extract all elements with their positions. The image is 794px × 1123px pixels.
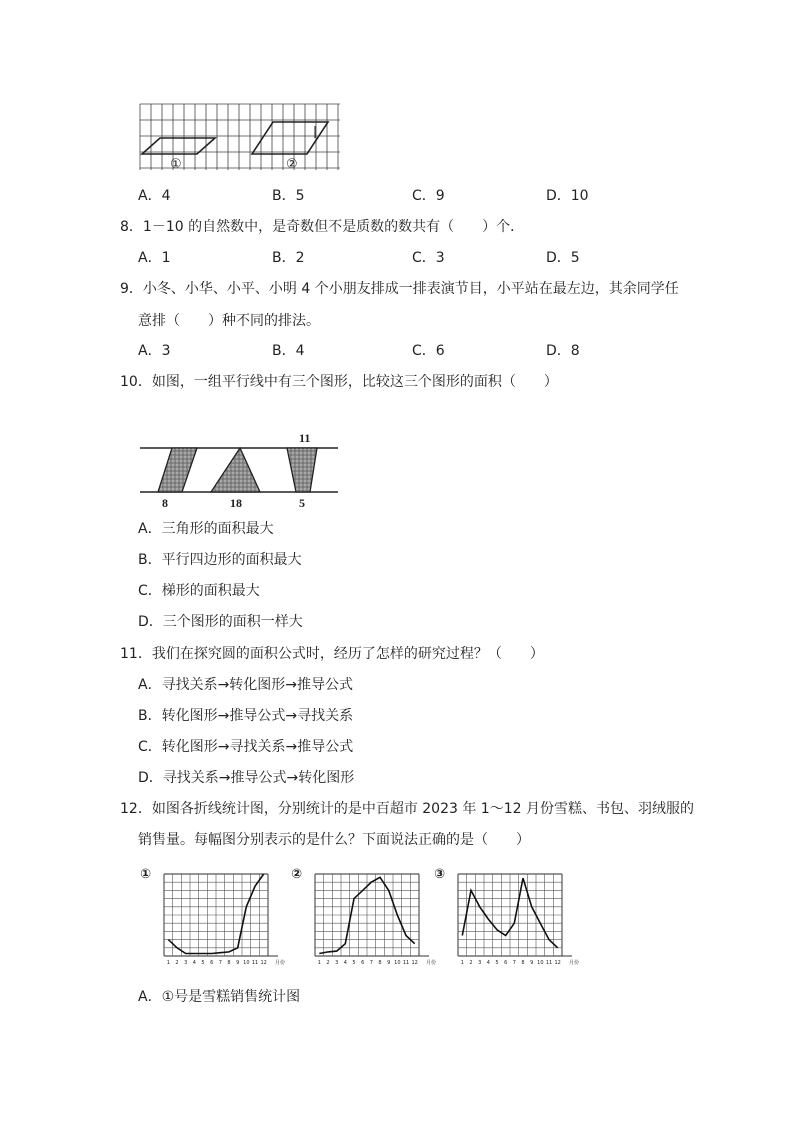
q7-figure-label-2: ② [286,157,298,172]
x-tick-label: 9 [530,960,534,966]
x-tick-label: 6 [210,960,214,966]
x-unit-label: 月份 [425,960,437,966]
shaded-parallelogram [158,448,197,492]
q9-option-b[interactable]: B．4 [272,343,305,359]
q12-stem-line2: 销售量。每幅图分别表示的是什么？下面说法正确的是（ ） [138,832,530,848]
x-unit-label: 月份 [568,960,580,966]
q8-stem: 8．1－10 的自然数中，是奇数但不是质数的数共有（ ）个． [120,219,525,235]
x-tick-label: 8 [227,960,231,966]
q9-stem-line1: 9．小冬、小华、小平、小明 4 个小朋友排成一排表演节目，小平站在最左边，其余同学任 [120,281,679,297]
x-tick-label: 1 [317,960,321,966]
q11-option-d[interactable]: D．寻找关系→推导公式→转化图形 [138,770,355,786]
q9-stem-line2: 意排（ ）种不同的排法。 [138,313,320,329]
q10-option-b[interactable]: B．平行四边形的面积最大 [138,552,302,568]
chart-1-label: ① [140,867,152,882]
q8-option-d[interactable]: D．5 [546,250,580,266]
q11-option-b[interactable]: B．转化图形→推导公式→寻找关系 [138,708,354,724]
shaded-triangle [211,448,260,492]
x-tick-label: 7 [218,960,222,966]
q12-stem-line1: 12．如图各折线统计图，分别统计的是中百超市 2023 年 1～12 月份雪糕、书包、羽绒服的 [120,801,694,817]
q7-option-c[interactable]: C．9 [412,188,445,204]
x-unit-label: 月份 [274,960,286,966]
x-tick-label: 1 [166,960,170,966]
x-tick-label: 10 [537,960,544,966]
q10-label-trapezoid-bottom: 5 [299,496,305,510]
x-tick-label: 3 [184,960,188,966]
q7-figure-label-1: ① [170,157,182,172]
x-tick-label: 11 [402,960,410,966]
x-tick-label: 7 [369,960,373,966]
line-chart-1 [160,872,290,972]
x-tick-label: 7 [512,960,516,966]
q7-option-b[interactable]: B．5 [272,188,305,204]
q12-option-a[interactable]: A．①号是雪糕销售统计图 [138,989,301,1005]
q11-option-a[interactable]: A．寻找关系→转化图形→推导公式 [138,677,354,693]
x-tick-label: 1 [460,960,464,966]
q11-stem: 11．我们在探究圆的面积公式时，经历了怎样的研究过程？（ ） [120,646,544,662]
q7-option-d[interactable]: D．10 [546,188,589,204]
x-tick-label: 12 [411,960,418,966]
x-tick-label: 12 [554,960,561,966]
x-tick-label: 5 [352,960,356,966]
q10-label-trapezoid-top: 11 [299,431,311,445]
x-tick-label: 8 [521,960,525,966]
q11-option-c[interactable]: C．转化图形→寻找关系→推导公式 [138,739,354,755]
x-tick-label: 3 [478,960,482,966]
q9-option-c[interactable]: C．6 [412,343,445,359]
q9-option-d[interactable]: D．8 [546,343,580,359]
chart-2-label: ② [291,867,303,882]
q10-option-a[interactable]: A．三角形的面积最大 [138,521,274,537]
line-chart-2 [311,872,441,972]
shaded-trapezoid [287,448,317,492]
q8-option-a[interactable]: A．1 [138,250,171,266]
x-tick-label: 4 [343,960,347,966]
x-tick-label: 2 [326,960,330,966]
x-tick-label: 10 [243,960,250,966]
q10-stem: 10．如图，一组平行线中有三个图形，比较这三个图形的面积（ ） [120,374,558,390]
q10-label-parallelogram: 8 [162,496,168,510]
x-tick-label: 3 [335,960,339,966]
x-tick-label: 8 [378,960,382,966]
parallelogram-2 [252,122,328,154]
x-tick-label: 9 [236,960,240,966]
q7-option-a[interactable]: A．4 [138,188,171,204]
x-tick-label: 11 [251,960,259,966]
x-tick-label: 6 [504,960,508,966]
q10-label-triangle: 18 [230,496,242,510]
x-tick-label: 5 [201,960,205,966]
q10-option-c[interactable]: C．梯形的面积最大 [138,583,260,599]
x-tick-label: 12 [260,960,267,966]
q10-option-d[interactable]: D．三个图形的面积一样大 [138,614,303,630]
x-tick-label: 4 [486,960,490,966]
x-tick-label: 2 [175,960,179,966]
q8-option-b[interactable]: B．2 [272,250,305,266]
line-chart-3 [454,872,584,972]
chart-3-label: ③ [434,867,446,882]
x-tick-label: 2 [469,960,473,966]
x-tick-label: 11 [545,960,553,966]
x-tick-label: 6 [361,960,365,966]
x-tick-label: 10 [394,960,401,966]
q9-option-a[interactable]: A．3 [138,343,171,359]
q8-option-c[interactable]: C．3 [412,250,445,266]
x-tick-label: 5 [495,960,499,966]
x-tick-label: 4 [192,960,196,966]
x-tick-label: 9 [387,960,391,966]
